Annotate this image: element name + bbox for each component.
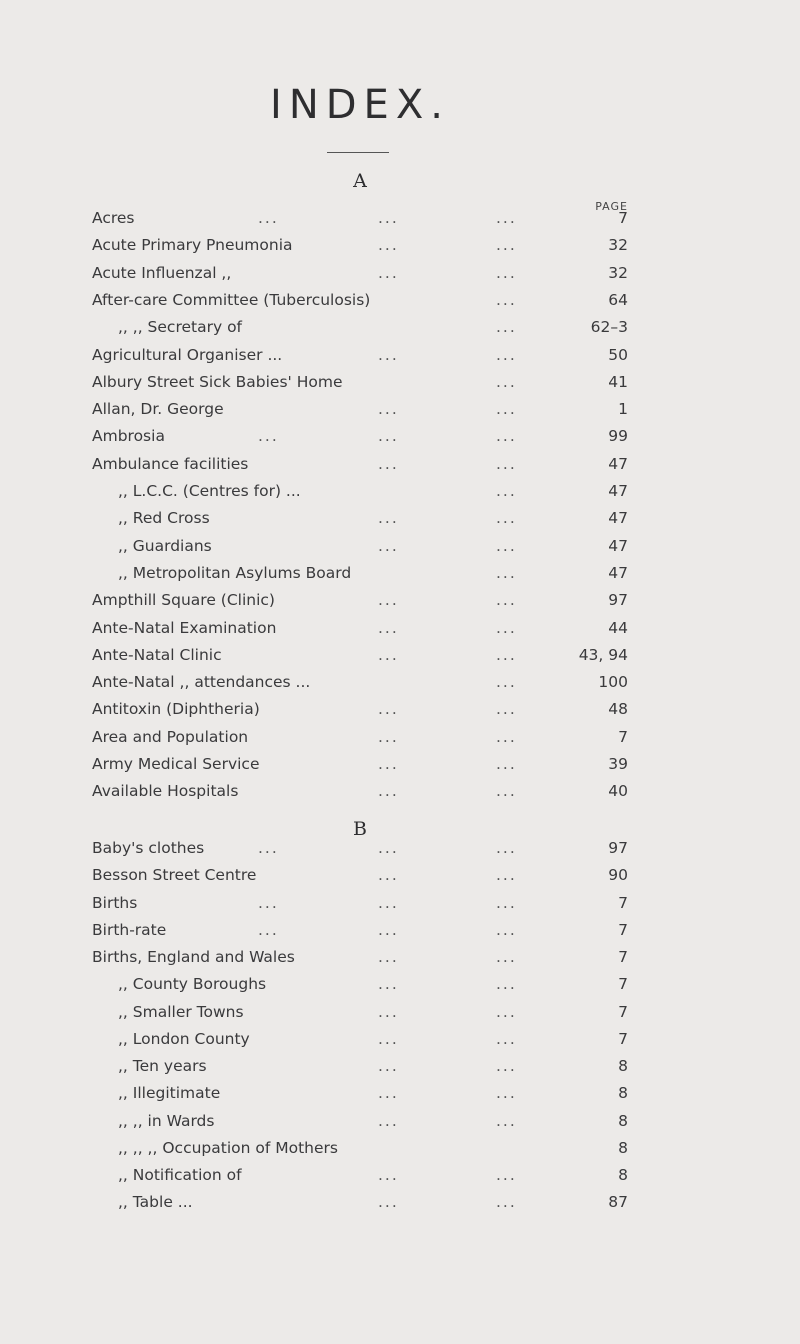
entry-page-number: 7 xyxy=(618,727,628,746)
entry-label: ,, Illegitimate xyxy=(118,1084,221,1103)
leader-dots: ... xyxy=(496,563,517,582)
entry-label: ,, ,, in Wards xyxy=(118,1111,215,1130)
leader-dots: ... xyxy=(496,345,517,364)
index-entry xyxy=(0,422,800,450)
entry-page-number: 8 xyxy=(618,1057,628,1075)
index-title: INDEX. xyxy=(270,82,450,128)
leader-dots: ... xyxy=(496,263,517,282)
index-entry xyxy=(0,450,800,478)
entry-page-number: 48 xyxy=(608,700,628,719)
leader-dots: ... xyxy=(378,839,399,857)
entry-label: Besson Street Centre xyxy=(92,866,257,885)
leader-dots: ... xyxy=(496,1057,517,1075)
leader-dots: ... xyxy=(496,727,517,746)
leader-dots: ... xyxy=(378,536,399,555)
index-entry xyxy=(0,998,800,1026)
entry-label: ,, Table ... xyxy=(118,1193,193,1212)
entry-page-number: 47 xyxy=(608,454,628,473)
index-entry xyxy=(0,231,800,259)
leader-dots: ... xyxy=(378,345,399,364)
leader-dots: ... xyxy=(496,1002,517,1021)
entry-label: Army Medical Service xyxy=(92,755,260,773)
entry-page-number: 47 xyxy=(608,536,628,555)
leader-dots: ... xyxy=(496,536,517,555)
entry-label: ,, Smaller Towns xyxy=(118,1002,244,1021)
index-entry xyxy=(0,1188,800,1216)
leader-dots: ... xyxy=(496,975,517,994)
index-entry xyxy=(0,668,800,696)
entry-page-number: 64 xyxy=(608,290,628,309)
index-entry xyxy=(0,641,800,669)
entry-page-number: 47 xyxy=(608,563,628,582)
entry-page-number: 32 xyxy=(608,263,628,282)
entry-page-number: 7 xyxy=(618,1002,628,1021)
leader-dots: ... xyxy=(496,1193,517,1212)
leader-dots: ... xyxy=(496,1111,517,1130)
entry-label: Allan, Dr. George xyxy=(92,400,224,419)
entry-page-number: 87 xyxy=(608,1193,628,1212)
leader-dots: ... xyxy=(378,591,399,610)
entry-label: ,, Red Cross xyxy=(118,509,210,528)
index-entry xyxy=(0,1161,800,1189)
leader-dots: ... xyxy=(378,645,399,664)
leader-dots: ... xyxy=(378,209,399,227)
entry-page-number: 8 xyxy=(618,1111,628,1130)
leader-dots: ... xyxy=(378,866,399,885)
leader-dots: ... xyxy=(378,948,399,966)
index-entry xyxy=(0,943,800,971)
entry-page-number: 7 xyxy=(618,975,628,994)
entry-label: Births, England and Wales xyxy=(92,948,295,966)
entry-page-number: 1 xyxy=(618,400,628,419)
index-entry xyxy=(0,1107,800,1135)
index-entry xyxy=(0,889,800,917)
title-rule xyxy=(327,152,389,153)
leader-dots: ... xyxy=(378,1029,399,1048)
leader-dots: ... xyxy=(496,673,517,692)
entry-label: ,, County Boroughs xyxy=(118,975,267,994)
leader-dots: ... xyxy=(258,427,279,446)
leader-dots: ... xyxy=(496,700,517,719)
leader-dots: ... xyxy=(258,839,279,857)
entry-label: ,, Guardians xyxy=(118,536,212,555)
index-entry xyxy=(0,1052,800,1080)
leader-dots: ... xyxy=(378,236,399,255)
leader-dots: ... xyxy=(378,1166,399,1184)
leader-dots: ... xyxy=(496,782,517,801)
leader-dots: ... xyxy=(378,755,399,773)
entry-label: Area and Population xyxy=(92,727,249,746)
entry-label: Baby's clothes xyxy=(92,839,205,857)
entry-label: Ante-Natal Clinic xyxy=(92,645,222,664)
leader-dots: ... xyxy=(496,318,517,337)
entry-page-number: 50 xyxy=(608,345,628,364)
leader-dots: ... xyxy=(496,509,517,528)
index-entry xyxy=(0,504,800,532)
leader-dots: ... xyxy=(496,209,517,227)
index-entry xyxy=(0,723,800,751)
entry-label: ,, Ten years xyxy=(118,1057,207,1075)
leader-dots: ... xyxy=(378,1193,399,1212)
leader-dots: ... xyxy=(496,645,517,664)
index-entry xyxy=(0,861,800,889)
index-entry xyxy=(0,834,800,862)
entry-label: ,, Notification of xyxy=(118,1166,242,1184)
leader-dots: ... xyxy=(378,1057,399,1075)
entry-page-number: 47 xyxy=(608,509,628,528)
entry-page-number: 43, 94 xyxy=(578,645,628,664)
entry-page-number: 32 xyxy=(608,236,628,255)
entry-label: Ambulance facilities xyxy=(92,454,249,473)
index-entry xyxy=(0,777,800,805)
index-entry xyxy=(0,532,800,560)
entry-label: Acute Influenzal ,, xyxy=(92,263,232,282)
entry-label: Ante-Natal ,, attendances ... xyxy=(92,673,311,692)
entry-label: Albury Street Sick Babies' Home xyxy=(92,372,343,391)
leader-dots: ... xyxy=(378,454,399,473)
section-letter-a: A xyxy=(353,170,367,192)
leader-dots: ... xyxy=(496,893,517,912)
entry-label: Agricultural Organiser ... xyxy=(92,345,283,364)
leader-dots: ... xyxy=(378,1002,399,1021)
entry-page-number: 97 xyxy=(608,839,628,857)
leader-dots: ... xyxy=(496,755,517,773)
entry-label: After-care Committee (Tuberculosis) xyxy=(92,290,371,309)
index-entry xyxy=(0,1134,800,1162)
leader-dots: ... xyxy=(496,591,517,610)
leader-dots: ... xyxy=(496,372,517,391)
entry-label: Ante-Natal Examination xyxy=(92,618,277,637)
leader-dots: ... xyxy=(258,920,279,939)
leader-dots: ... xyxy=(496,618,517,637)
leader-dots: ... xyxy=(496,839,517,857)
entry-page-number: 90 xyxy=(608,866,628,885)
index-entry xyxy=(0,204,800,232)
leader-dots: ... xyxy=(496,1029,517,1048)
leader-dots: ... xyxy=(258,893,279,912)
leader-dots: ... xyxy=(496,1084,517,1103)
leader-dots: ... xyxy=(378,1084,399,1103)
leader-dots: ... xyxy=(496,920,517,939)
index-entry xyxy=(0,395,800,423)
entry-page-number: 8 xyxy=(618,1084,628,1103)
entry-page-number: 7 xyxy=(618,948,628,966)
entry-page-number: 40 xyxy=(608,782,628,801)
leader-dots: ... xyxy=(496,454,517,473)
entry-label: Births xyxy=(92,893,138,912)
leader-dots: ... xyxy=(378,427,399,446)
leader-dots: ... xyxy=(378,920,399,939)
index-entry xyxy=(0,614,800,642)
entry-page-number: 100 xyxy=(598,673,628,692)
leader-dots: ... xyxy=(496,948,517,966)
entry-page-number: 39 xyxy=(608,755,628,773)
entry-page-number: 62–3 xyxy=(590,318,628,337)
leader-dots: ... xyxy=(496,400,517,419)
entry-label: Acres xyxy=(92,209,135,227)
leader-dots: ... xyxy=(496,236,517,255)
page-column-header: PAGE xyxy=(595,200,628,213)
index-entry xyxy=(0,368,800,396)
entry-label: Acute Primary Pneumonia xyxy=(92,236,293,255)
index-entry xyxy=(0,286,800,314)
entry-label: ,, London County xyxy=(118,1029,250,1048)
entry-page-number: 7 xyxy=(618,209,628,227)
index-entry xyxy=(0,1025,800,1053)
section-letter-b: B xyxy=(353,818,367,840)
leader-dots: ... xyxy=(378,509,399,528)
index-entry xyxy=(0,1079,800,1107)
index-entry xyxy=(0,586,800,614)
leader-dots: ... xyxy=(496,290,517,309)
leader-dots: ... xyxy=(378,1111,399,1130)
entry-label: ,, ,, Secretary of xyxy=(118,318,243,337)
index-entry xyxy=(0,341,800,369)
entry-page-number: 8 xyxy=(618,1138,628,1157)
entry-page-number: 7 xyxy=(618,920,628,939)
entry-label: Ampthill Square (Clinic) xyxy=(92,591,275,610)
entry-label: ,, L.C.C. (Centres for) ... xyxy=(118,482,301,500)
leader-dots: ... xyxy=(378,618,399,637)
entry-label: ,, ,, ,, Occupation of Mothers xyxy=(118,1138,338,1157)
entry-label: Available Hospitals xyxy=(92,782,239,801)
entry-page-number: 97 xyxy=(608,591,628,610)
leader-dots: ... xyxy=(378,263,399,282)
leader-dots: ... xyxy=(378,700,399,719)
entry-page-number: 7 xyxy=(618,893,628,912)
entry-label: Ambrosia xyxy=(92,427,165,446)
leader-dots: ... xyxy=(378,975,399,994)
index-entry xyxy=(0,916,800,944)
index-entry xyxy=(0,477,800,505)
leader-dots: ... xyxy=(258,209,279,227)
index-entry xyxy=(0,259,800,287)
leader-dots: ... xyxy=(378,727,399,746)
entry-page-number: 41 xyxy=(608,372,628,391)
entry-page-number: 47 xyxy=(608,482,628,500)
entry-label: Birth-rate xyxy=(92,920,167,939)
index-entry xyxy=(0,970,800,998)
index-entry xyxy=(0,750,800,778)
leader-dots: ... xyxy=(378,400,399,419)
entry-label: ,, Metropolitan Asylums Board xyxy=(118,563,352,582)
leader-dots: ... xyxy=(496,482,517,500)
leader-dots: ... xyxy=(496,427,517,446)
entry-label: Antitoxin (Diphtheria) xyxy=(92,700,260,719)
leader-dots: ... xyxy=(496,1166,517,1184)
leader-dots: ... xyxy=(378,782,399,801)
index-entry xyxy=(0,695,800,723)
entry-page-number: 7 xyxy=(618,1029,628,1048)
leader-dots: ... xyxy=(496,866,517,885)
index-entry xyxy=(0,559,800,587)
index-entry xyxy=(0,313,800,341)
entry-page-number: 8 xyxy=(618,1166,628,1184)
entry-page-number: 99 xyxy=(608,427,628,446)
leader-dots: ... xyxy=(378,893,399,912)
entry-page-number: 44 xyxy=(608,618,628,637)
